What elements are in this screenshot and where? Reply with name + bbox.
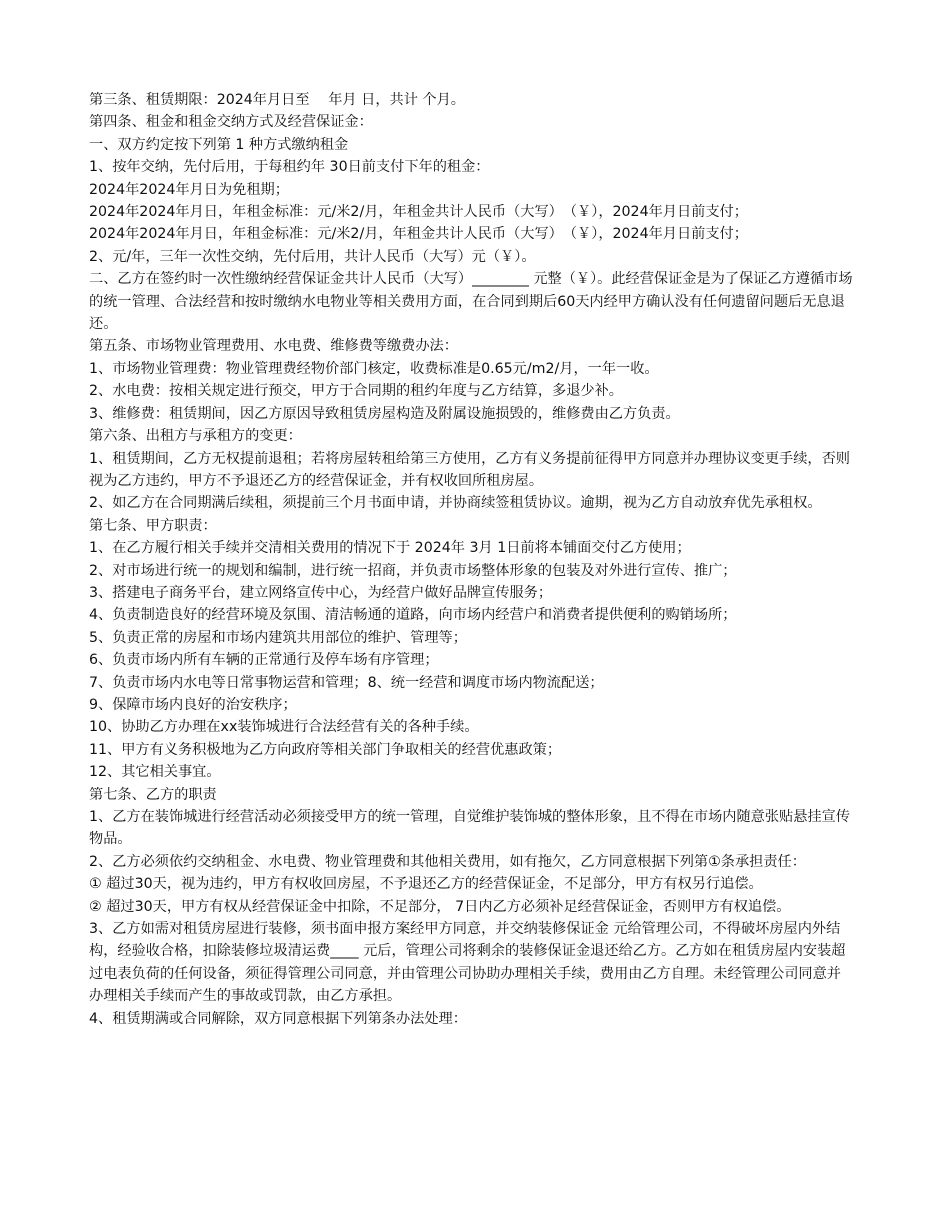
paragraph: 3、维修费：租赁期间，因乙方原因导致租赁房屋构造及附属设施损毁的，维修费由乙方负责。 (89, 405, 680, 422)
paragraph: 10、协助乙方办理在xx装饰城进行合法经营有关的各种手续。 (89, 719, 479, 736)
paragraph: 2024年2024年月日，年租金标准：元/米2/月，年租金共计人民币（大写） （￥），2024年月日前支付； (89, 226, 748, 243)
paragraph: 2、如乙方在合同期满后续租，须提前三个月书面申请，并协商续签租赁协议。逾期，视为乙方自动放弃优先承租权。 (89, 495, 822, 512)
paragraph: 5、负责正常的房屋和市场内建筑共用部位的维护、管理等； (89, 629, 467, 646)
paragraph: 2、对市场进行统一的规划和编制，进行统一招商，并负责市场整体形象的包装及对外进行宣传、推广； (89, 562, 737, 579)
fees-clause-heading: 第五条、市场物业管理费用、水电费、维修费等缴费办法： (89, 338, 458, 355)
paragraph: 7、负责市场内水电等日常事物运营和管理；8、统一经营和调度市场内物流配送； (89, 674, 604, 691)
document-body (89, 89, 853, 1030)
paragraph: 一、双方约定按下列第 1 种方式缴纳租金 (89, 136, 349, 153)
paragraph: ② 超过30天，甲方有权从经营保证金中扣除，不足部分， 7日内乙方必须补足经营保证金，否则甲方有权追偿。 (89, 898, 791, 915)
change-clause-heading: 第六条、出租方与承租方的变更： (89, 428, 302, 445)
paragraph: 4、租赁期满或合同解除，双方同意根据下列第条办法处理： (89, 1010, 467, 1027)
paragraph: 3、搭建电子商务平台，建立网络宣传中心，为经营户做好品牌宣传服务； (89, 584, 553, 601)
paragraph: 11、甲方有义务积极地为乙方向政府等相关部门争取相关的经营优惠政策； (89, 741, 562, 758)
paragraph: 1、在乙方履行相关手续并交清相关费用的情况下于 2024年 3月 1日前将本铺面交付乙方使用； (89, 540, 691, 557)
paragraph: 二、乙方在签约时一次性缴纳经营保证金共计人民币（大写）________ 元整（￥）。此经营保证金是为了保证乙方遵循市场的统一管理、合法经营和按时缴纳水电物业等相关费用方面，在合同到期后60天内经甲方确认没有任何遗留问题后无息退还。 (89, 271, 853, 333)
term-clause-heading: 第三条、租赁期限：2024年月日至 年月 日，共计 个月。 (89, 92, 465, 108)
paragraph: ① 超过30天，视为违约，甲方有权收回房屋，不予退还乙方的经营保证金，不足部分，甲方有权另行追偿。 (89, 876, 763, 893)
paragraph: 3、乙方如需对租赁房屋进行装修，须书面申报方案经甲方同意，并交纳装修保证金 元给管理公司，不得破坏房屋内外结构，经验收合格，扣除装修垃圾清运费____ 元后，管理公司将剩余的装修保证金退还给乙方。乙方如在租赁房屋内安装超过电表负荷的任何设备，须征得管理公司同意，并由管理公司协助办理相关手续，费用由乙方自理。未经管理公司同意并办理相关手续而产生的事故或罚款，由乙方承担。 (89, 921, 846, 1005)
paragraph: 2、水电费：按相关规定进行预交，甲方于合同期的租约年度与乙方结算，多退少补。 (89, 383, 623, 400)
paragraph: 2、元/年，三年一次性交纳，先付后用，共计人民币（大写）元（￥）。 (89, 248, 536, 265)
party-b-duties-heading: 第七条、乙方的职责 (89, 786, 217, 803)
paragraph: 1、租赁期间，乙方无权提前退租；若将房屋转租给第三方使用，乙方有义务提前征得甲方同意并办理协议变更手续，否则视为乙方违约，甲方不予退还乙方的经营保证金，并有权收回所租房屋。 (89, 450, 850, 489)
paragraph: 1、按年交纳，先付后用，于每租约年 30日前支付下年的租金： (89, 159, 490, 176)
paragraph: 2024年2024年月日，年租金标准：元/米2/月，年租金共计人民币（大写） （￥），2024年月日前支付； (89, 204, 748, 221)
paragraph: 2024年2024年月日为免租期； (89, 181, 289, 198)
paragraph: 9、保障市场内良好的治安秩序； (89, 696, 297, 713)
paragraph: 2、乙方必须依约交纳租金、水电费、物业管理费和其他相关费用，如有拖欠，乙方同意根据下列第①条承担责任： (89, 853, 806, 870)
paragraph: 6、负责市场内所有车辆的正常通行及停车场有序管理； (89, 652, 439, 669)
paragraph: 4、负责制造良好的经营环境及氛围、清洁畅通的道路，向市场内经营户和消费者提供便利的购销场所； (89, 607, 737, 624)
paragraph: 1、乙方在装饰城进行经营活动必须接受甲方的统一管理，自觉维护装饰城的整体形象，且不得在市场内随意张贴悬挂宣传物品。 (89, 809, 850, 848)
rent-clause-heading: 第四条、租金和租金交纳方式及经营保证金： (89, 114, 373, 131)
paragraph: 1、市场物业管理费：物业管理费经物价部门核定，收费标准是0.65元/m2/月，一年一收。 (89, 360, 659, 377)
paragraph: 12、其它相关事宜。 (89, 764, 221, 781)
party-a-duties-heading: 第七条、甲方职责： (89, 517, 217, 534)
